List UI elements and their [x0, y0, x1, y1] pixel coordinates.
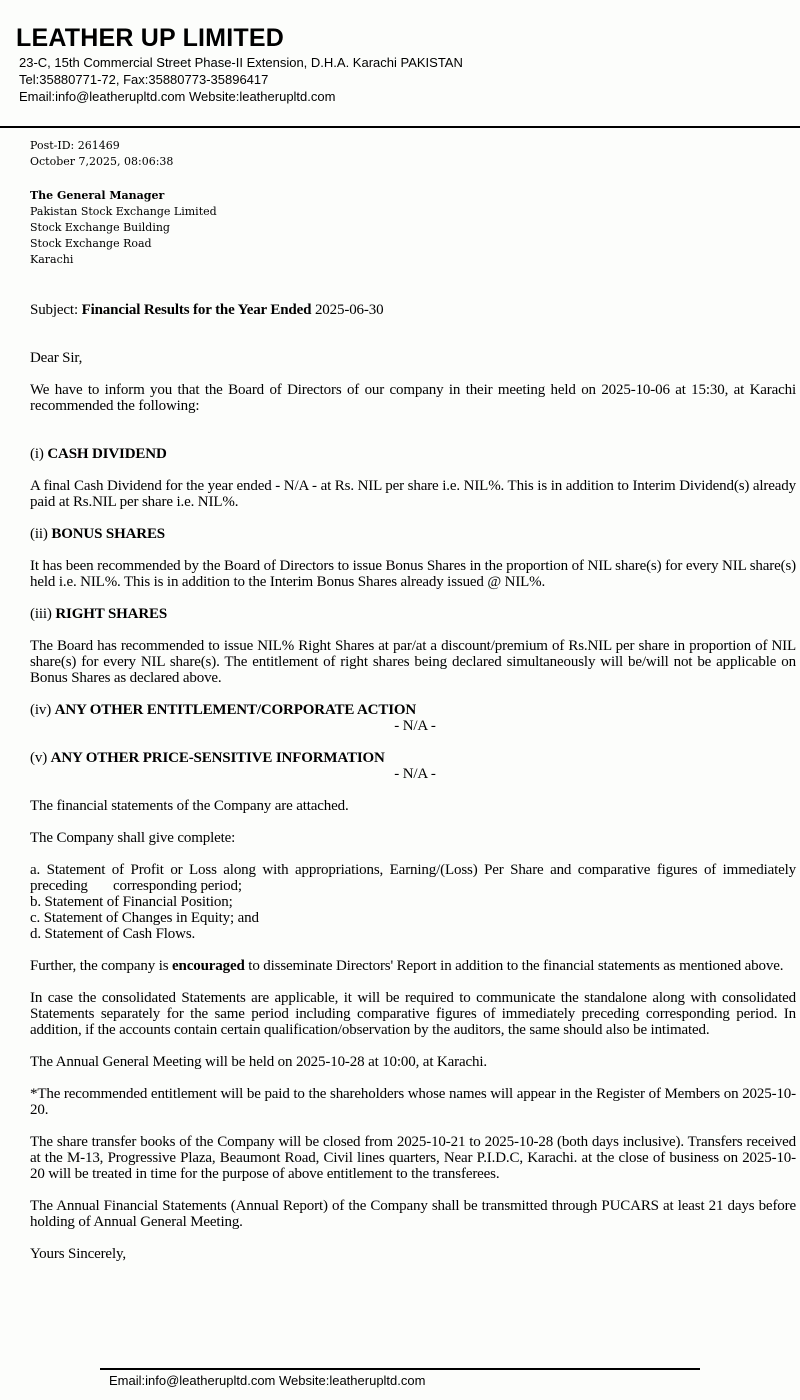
subject-line — [30, 302, 796, 318]
transfer-books-paragraph: The share transfer books of the Company will be closed from 2025-10-21 to 2025-10-28 (both days inclusive). Transfers received at the M-13, Progressive Plaza, Beaumont Road, Civil lines quarters, Near P.I.D.C, Karachi. at the close of business on 2025-10-20 will be treated in time for the purpose of above entitlement to the transferees. — [30, 1134, 796, 1182]
company-tel-fax: Tel:35880771-72, Fax:35880773-35896417 — [19, 72, 269, 87]
statements-list-item: d. Statement of Cash Flows. — [30, 926, 196, 942]
salutation: Dear Sir, — [30, 350, 83, 366]
post-meta — [30, 138, 173, 170]
intro-paragraph: We have to inform you that the Board of Directors of our company in their meeting held on 2025-10-06 at 15:30, at Karachi recommended the following: — [30, 382, 796, 414]
agm-paragraph: The Annual General Meeting will be held on 2025-10-28 at 10:00, at Karachi. — [30, 1054, 487, 1070]
shall-give-paragraph: The Company shall give complete: — [30, 830, 236, 846]
section-number: (iii) — [30, 606, 52, 622]
entitlement-paragraph: *The recommended entitlement will be paid to the shareholders whose names will appear in the Register of Members on 2025-10-20. — [30, 1086, 796, 1118]
recipient-block — [30, 188, 217, 268]
section-heading-bonus-shares — [30, 526, 796, 542]
header-divider — [0, 126, 800, 128]
recipient-line: Pakistan Stock Exchange Limited — [30, 205, 217, 218]
footer-divider — [100, 1368, 700, 1370]
section-number: (iv) — [30, 702, 52, 718]
section-title: CASH DIVIDEND — [47, 446, 167, 462]
further-text-before: Further, the company is — [30, 958, 173, 974]
statements-list-item: b. Statement of Financial Position; — [30, 894, 233, 910]
section-title: ANY OTHER PRICE-SENSITIVE INFORMATION — [50, 750, 385, 766]
further-emphasis: encouraged — [172, 958, 245, 974]
section-title: BONUS SHARES — [51, 526, 165, 542]
company-address: 23-C, 15th Commercial Street Phase-II Extension, D.H.A. Karachi PAKISTAN — [19, 55, 463, 70]
attached-paragraph: The financial statements of the Company are attached. — [30, 798, 349, 814]
footer-email-website: Email:info@leatherupltd.com Website:leatherupltd.com — [109, 1373, 426, 1388]
post-id: Post-ID: 261469 — [30, 139, 120, 152]
statements-list-item: c. Statement of Changes in Equity; and — [30, 910, 259, 926]
letter-body — [30, 302, 800, 1262]
further-paragraph — [30, 958, 796, 974]
section-title: ANY OTHER ENTITLEMENT/CORPORATE ACTION — [54, 702, 417, 718]
subject-date: 2025-06-30 — [314, 302, 384, 318]
company-name: LEATHER UP LIMITED — [16, 24, 284, 52]
subject-title: Financial Results for the Year Ended — [81, 302, 312, 318]
recipient-title: The General Manager — [30, 189, 165, 202]
statements-list-item: a. Statement of Profit or Loss along with appropriations, Earning/(Loss) Per Share and comparative figures of immediately preceding corresponding period; — [30, 862, 800, 894]
section-text-other-entitlement: - N/A - — [394, 718, 436, 734]
section-text-right-shares: The Board has recommended to issue NIL% Right Shares at par/at a discount/premium of Rs.NIL per share in proportion of NIL share(s) for every NIL share(s). The entitlement of right shares being declared simultaneously will be/will not be applicable on Bonus Shares as declared above. — [30, 638, 796, 686]
section-text-cash-dividend: A final Cash Dividend for the year ended - N/A - at Rs. NIL per share i.e. NIL%. This is in addition to Interim Dividend(s) already paid at Rs.NIL per share i.e. NIL%. — [30, 478, 796, 510]
section-number: (v) — [30, 750, 48, 766]
section-heading-cash-dividend — [30, 446, 796, 462]
section-title: RIGHT SHARES — [55, 606, 168, 622]
section-heading-other-entitlement — [30, 702, 796, 718]
recipient-line: Karachi — [30, 253, 74, 266]
section-text-price-sensitive: - N/A - — [394, 766, 436, 782]
post-datetime: October 7,2025, 08:06:38 — [30, 155, 174, 168]
recipient-line: Stock Exchange Building — [30, 221, 170, 234]
closing: Yours Sincerely, — [30, 1246, 126, 1262]
section-text-bonus-shares: It has been recommended by the Board of Directors to issue Bonus Shares in the proportion of NIL share(s) for every NIL share(s) held i.e. NIL%. This is in addition to the Interim Bonus Shares already issued @ NIL%. — [30, 558, 796, 590]
company-email-website: Email:info@leatherupltd.com Website:leatherupltd.com — [19, 89, 336, 104]
consolidated-paragraph: In case the consolidated Statements are applicable, it will be required to communicate the standalone along with consolidated Statements separately for the same period including comparative figures of immediately preceding corresponding period. In addition, if the accounts contain certain qualification/observation by the auditors, the same should also be intimated. — [30, 990, 796, 1038]
recipient-line: Stock Exchange Road — [30, 237, 152, 250]
section-heading-right-shares — [30, 606, 796, 622]
subject-label: Subject: — [30, 302, 78, 318]
section-number: (ii) — [30, 526, 48, 542]
section-number: (i) — [30, 446, 44, 462]
annual-report-paragraph: The Annual Financial Statements (Annual Report) of the Company shall be transmitted through PUCARS at least 21 days before holding of Annual General Meeting. — [30, 1198, 796, 1230]
section-heading-price-sensitive — [30, 750, 796, 766]
further-text-after: to disseminate Directors' Report in addition to the financial statements as mentioned above. — [244, 958, 784, 974]
